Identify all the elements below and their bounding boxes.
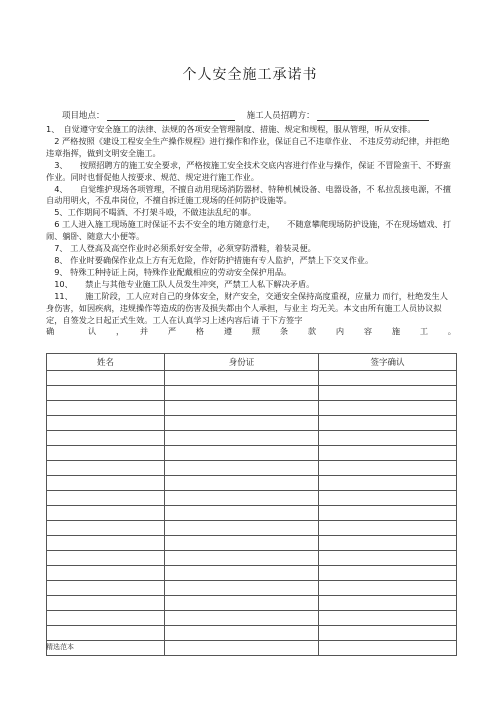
- name-cell[interactable]: [47, 386, 165, 401]
- table-row: [47, 431, 457, 446]
- id-cell[interactable]: [165, 626, 319, 641]
- id-cell[interactable]: [165, 416, 319, 431]
- footer-note: 精选范本: [46, 643, 74, 651]
- paragraph: 9、 特殊工种持证上岗，特殊作业配戴相应的劳动安全保护用品。: [46, 266, 292, 277]
- signature-cell[interactable]: [319, 416, 457, 431]
- table-row: [47, 371, 457, 386]
- table-header-row: [47, 354, 457, 371]
- signature-cell[interactable]: [319, 431, 457, 446]
- id-cell[interactable]: [165, 446, 319, 461]
- paragraph: 8、 作业时要确保作业点上方有无危险，作好防护措施有专人监护，严禁上下交叉作业。: [46, 254, 374, 265]
- id-cell[interactable]: [165, 551, 319, 566]
- document-title: 个人安全施工承诺书: [182, 67, 318, 83]
- hiring-party-field[interactable]: [317, 111, 429, 121]
- paragraph: 10、 禁止与其他专业施工队人员发生冲突，严禁工人私下解决矛盾。: [46, 278, 315, 289]
- id-cell[interactable]: [165, 491, 319, 506]
- id-cell[interactable]: [165, 371, 319, 386]
- signature-cell[interactable]: [319, 521, 457, 536]
- name-cell[interactable]: [47, 401, 165, 416]
- hiring-party-label: 施工人员招聘方：: [246, 111, 315, 121]
- table-row: [47, 581, 457, 596]
- name-cell[interactable]: [47, 626, 165, 641]
- signature-cell[interactable]: [319, 401, 457, 416]
- signature-cell[interactable]: [319, 461, 457, 476]
- info-row: [62, 109, 452, 121]
- name-cell[interactable]: [47, 371, 165, 386]
- signature-cell[interactable]: [319, 446, 457, 461]
- name-cell[interactable]: [47, 416, 165, 431]
- signature-cell[interactable]: [319, 626, 457, 641]
- signature-cell[interactable]: [319, 506, 457, 521]
- signature-cell[interactable]: [319, 641, 457, 656]
- signature-cell[interactable]: [319, 596, 457, 611]
- id-cell[interactable]: [165, 461, 319, 476]
- table-row: [47, 551, 457, 566]
- paragraph: 2 严格按照《建设工程安全生产操作规程》进行操作和作业，保证自己不违章作业、 不违反劳动纪律，并拒绝违章指挥，做到文明安全施工。: [46, 135, 450, 158]
- table-row: [47, 536, 457, 551]
- table-row: [47, 626, 457, 641]
- name-cell[interactable]: [47, 491, 165, 506]
- table-row: [47, 491, 457, 506]
- paragraph: 11、 施工阶段，工人应对自己的身体安全，财产安全，交通安全保持高度重视，应量力 而行，杜绝发生人身伤害，如因疾病，违规操作等造成的伤害及损失都由个人承担，与业主 均无关。本文由所有施工人员协议拟定，自签发之日起正式生效。工人在认真学习上述内容后请 于下方签字: [46, 290, 448, 325]
- project-location-field[interactable]: [107, 111, 235, 121]
- table-row: [47, 611, 457, 626]
- name-cell[interactable]: [47, 461, 165, 476]
- name-cell[interactable]: [47, 536, 165, 551]
- id-cell[interactable]: [165, 581, 319, 596]
- id-cell[interactable]: [165, 611, 319, 626]
- table-row: [47, 446, 457, 461]
- signature-cell[interactable]: [319, 611, 457, 626]
- name-cell[interactable]: [47, 476, 165, 491]
- id-cell[interactable]: [165, 566, 319, 581]
- name-cell[interactable]: [47, 611, 165, 626]
- name-cell[interactable]: [47, 431, 165, 446]
- signature-table: [46, 353, 457, 656]
- id-cell[interactable]: [165, 641, 319, 656]
- signature-cell[interactable]: [319, 476, 457, 491]
- table-row: [47, 506, 457, 521]
- id-cell[interactable]: [165, 536, 319, 551]
- signature-rows: [47, 371, 457, 656]
- name-cell[interactable]: [47, 596, 165, 611]
- signature-cell[interactable]: [319, 581, 457, 596]
- column-header-id: 身份证: [165, 354, 319, 371]
- column-header-signature: 签字确认: [319, 354, 457, 371]
- name-cell[interactable]: [47, 521, 165, 536]
- id-cell[interactable]: [165, 401, 319, 416]
- table-row: [47, 476, 457, 491]
- table-row: [47, 521, 457, 536]
- table-row: [47, 641, 457, 656]
- id-cell[interactable]: [165, 476, 319, 491]
- table-row: [47, 416, 457, 431]
- id-cell[interactable]: [165, 506, 319, 521]
- paragraph-last-line: 确 认 ， 并 严 格 遵 照 条 款 内 容 施 工 。: [46, 326, 456, 337]
- signature-cell[interactable]: [319, 536, 457, 551]
- id-cell[interactable]: [165, 431, 319, 446]
- paragraph: 6 工人进入施工现场施工时保证不去不安全的地方随意行走， 不随意攀爬现场防护设施，不在现场嬉戏、打闹、躺卧、随意大小便等。: [46, 219, 451, 242]
- name-cell[interactable]: [47, 506, 165, 521]
- paragraph: 5、工作期间不喝酒、不打架斗殴，不做违法乱纪的事。: [46, 207, 256, 218]
- id-cell[interactable]: [165, 596, 319, 611]
- paragraph: 7、 工人登高及高空作业时必须系好安全带，必须穿防滑鞋，着装灵便。: [46, 243, 316, 254]
- id-cell[interactable]: [165, 386, 319, 401]
- commitment-body: [46, 124, 456, 338]
- name-cell[interactable]: [47, 581, 165, 596]
- signature-cell[interactable]: [319, 371, 457, 386]
- table-row: [47, 566, 457, 581]
- table-row: [47, 461, 457, 476]
- signature-cell[interactable]: [319, 566, 457, 581]
- paragraph: 4、 自觉维护现场各项管理，不擅自动用现场消防器材、特种机械设备、电器设备，不 私拉乱接电源，不擅自动用明火，不乱串岗位，不擅自拆迁施工现场的任何防护设施等。: [46, 183, 451, 206]
- project-location-label: 项目地点：: [62, 111, 105, 121]
- signature-cell[interactable]: [319, 551, 457, 566]
- column-header-name: 姓名: [47, 354, 165, 371]
- table-row: [47, 596, 457, 611]
- name-cell[interactable]: [47, 446, 165, 461]
- signature-cell[interactable]: [319, 491, 457, 506]
- signature-cell[interactable]: [319, 386, 457, 401]
- paragraph: 1、 自觉遵守安全施工的法律、法规的各项安全管理制度、措施、规定和规程，服从管理，听从安排。: [46, 124, 416, 134]
- table-row: [47, 401, 457, 416]
- table-row: [47, 386, 457, 401]
- name-cell[interactable]: [47, 551, 165, 566]
- name-cell[interactable]: [47, 566, 165, 581]
- id-cell[interactable]: [165, 521, 319, 536]
- paragraph: 3、 按照招聘方的施工安全要求，严格按施工安全技术交底内容进行作业与操作，保证 不冒险蛮干、不野蛮作业。同时也督促他人按要求、规范、规定进行施工作业。: [46, 159, 451, 182]
